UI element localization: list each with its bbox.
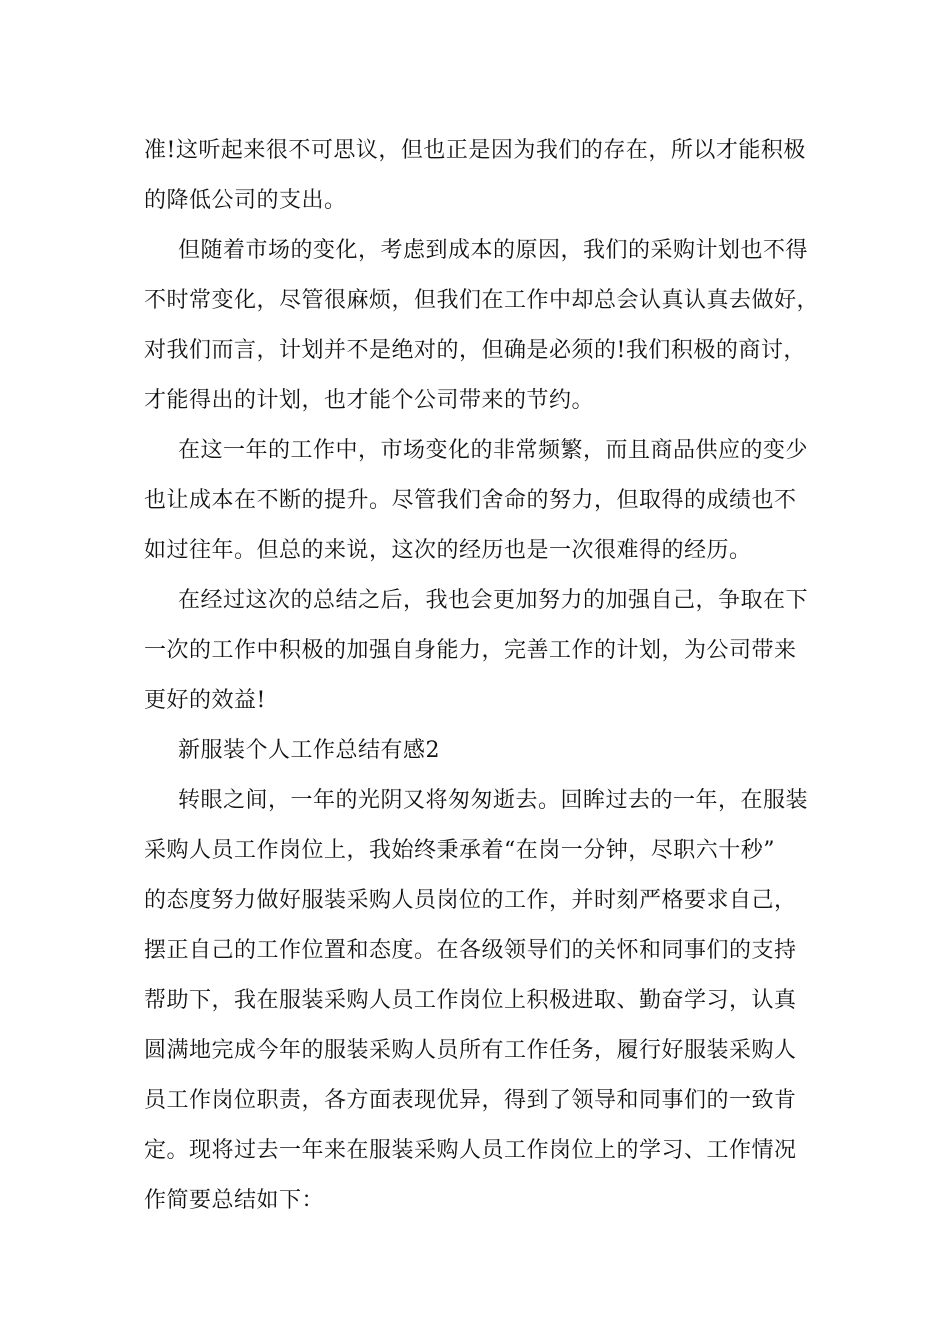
text-line: 圆满地完成今年的服装采购人员所有工作任务，履行好服装采购人	[144, 1038, 797, 1063]
paragraph-start-line: 在这一年的工作中，市场变化的非常频繁，而且商品供应的变少	[178, 438, 809, 463]
text-line: 的降低公司的支出。	[144, 188, 347, 213]
text-line: 定。现将过去一年来在服装采购人员工作岗位上的学习、工作情况	[144, 1138, 797, 1163]
text-line: 帮助下，我在服装采购人员工作岗位上积极进取、勤奋学习，认真	[144, 988, 797, 1013]
paragraph-start-line: 转眼之间，一年的光阴又将匆匆逝去。回眸过去的一年，在服装	[178, 788, 809, 813]
paragraph-start-line: 在经过这次的总结之后，我也会更加努力的加强自己，争取在下	[178, 588, 809, 613]
text-line: 的态度努力做好服装采购人员岗位的工作，并时刻严格要求自己，	[144, 888, 797, 913]
text-line: 对我们而言，计划并不是绝对的，但确是必须的!我们积极的商讨，	[144, 338, 806, 363]
text-line: 准!这听起来很不可思议，但也正是因为我们的存在，所以才能积极	[144, 138, 806, 163]
paragraph-start-line: 但随着市场的变化，考虑到成本的原因，我们的采购计划也不得	[178, 238, 809, 263]
text-line: 摆正自己的工作位置和态度。在各级领导们的关怀和同事们的支持	[144, 938, 797, 963]
text-line: 一次的工作中积极的加强自身能力，完善工作的计划，为公司带来	[144, 638, 797, 663]
text-line: 更好的效益!	[144, 688, 266, 713]
text-line: 才能得出的计划，也才能个公司带来的节约。	[144, 388, 595, 413]
text-line: 如过往年。但总的来说，这次的经历也是一次很难得的经历。	[144, 538, 752, 563]
text-line: 员工作岗位职责，各方面表现优异，得到了领导和同事们的一致肯	[144, 1088, 797, 1113]
text-line: 也让成本在不断的提升。尽管我们舍命的努力，但取得的成绩也不	[144, 488, 797, 513]
text-line: 不时常变化，尽管很麻烦，但我们在工作中却总会认真认真去做好，	[144, 288, 820, 313]
text-line: 采购人员工作岗位上，我始终秉承着“在岗一分钟，尽职六十秒”	[144, 838, 775, 863]
section-heading: 新服装个人工作总结有感2	[178, 738, 440, 763]
text-line: 作简要总结如下：	[144, 1188, 325, 1213]
